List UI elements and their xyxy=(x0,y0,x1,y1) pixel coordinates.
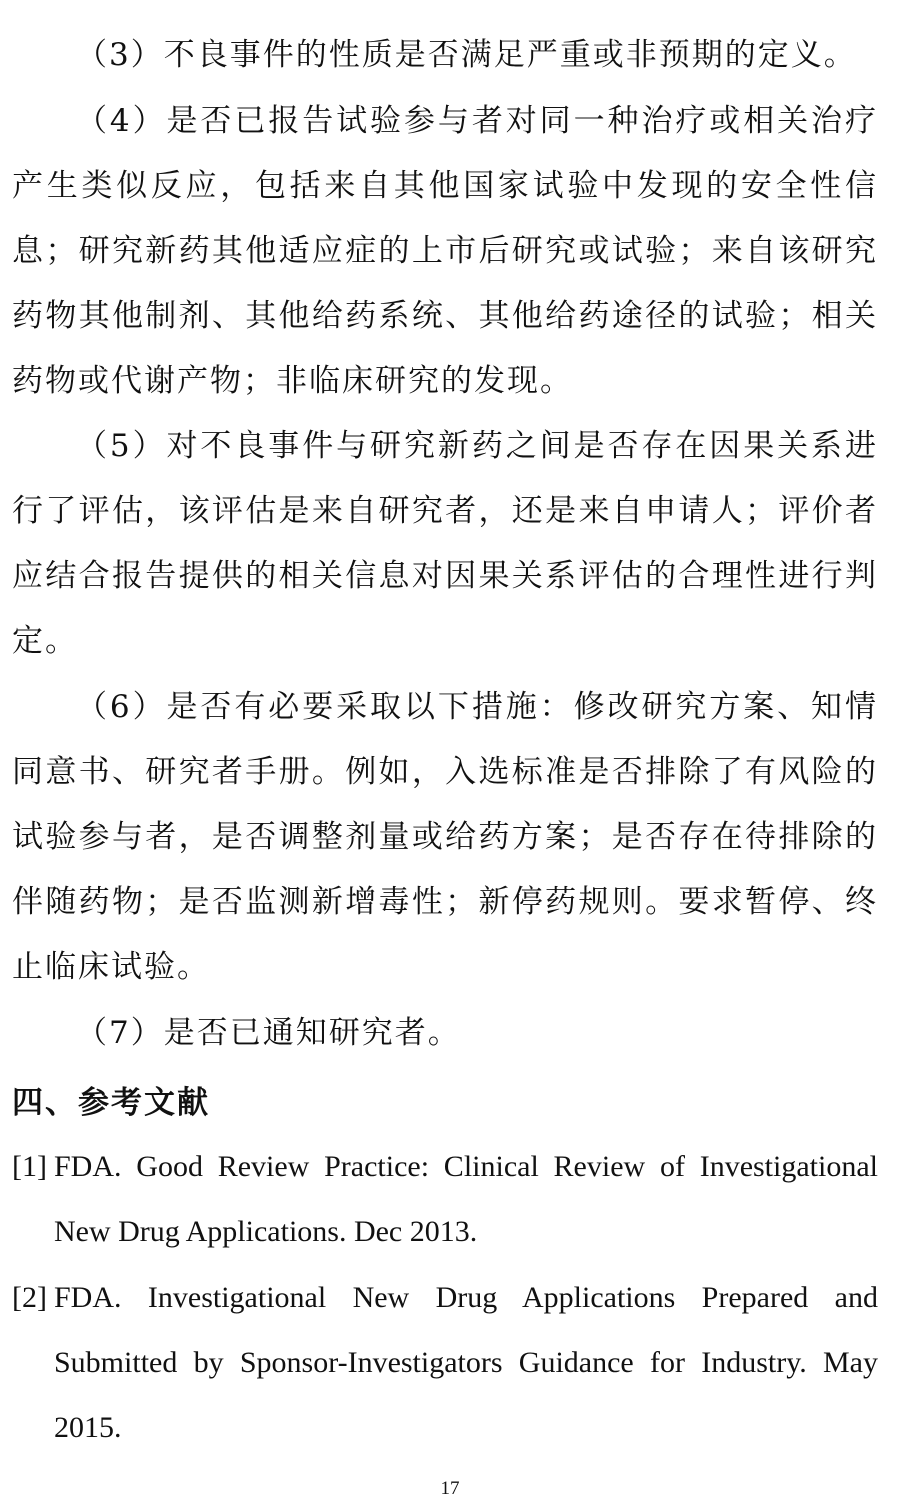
paragraph-item-7: （7）是否已通知研究者。 xyxy=(76,1015,461,1051)
reference-text: FDA. Investigational New Drug Applications Prepared and Submitted by Sponsor-Investigators Guidance for Industry. May 2015. xyxy=(54,1281,878,1444)
reference-item xyxy=(12,1265,878,1460)
paragraph-item-6: （6）是否有必要采取以下措施：修改研究方案、知情同意书、研究者手册。例如，入选标准是否排除了有风险的试验参与者，是否调整剂量或给药方案；是否存在待排除的伴随药物；是否监测新增毒性；新停药规则。要求暂停、终止临床试验。 xyxy=(12,689,878,985)
paragraph-item-3: （3）不良事件的性质是否满足严重或非预期的定义。 xyxy=(76,37,857,73)
reference-number: [2] xyxy=(12,1281,47,1314)
page-number: 17 xyxy=(440,1478,460,1499)
paragraph-item-5: （5）对不良事件与研究新药之间是否存在因果关系进行了评估，该评估是来自研究者，还是来自申请人；评价者应结合报告提供的相关信息对因果关系评估的合理性进行判定。 xyxy=(12,428,878,659)
reference-text: FDA. Good Review Practice: Clinical Review of Investigational New Drug Applications. Dec 2013. xyxy=(54,1150,878,1248)
section-heading: 四、参考文献 xyxy=(12,1085,210,1121)
reference-number: [1] xyxy=(12,1150,47,1183)
paragraph-item-4: （4）是否已报告试验参与者对同一种治疗或相关治疗产生类似反应，包括来自其他国家试验中发现的安全性信息；研究新药其他适应症的上市后研究或试验；来自该研究药物其他制剂、其他给药系统、其他给药途径的试验；相关药物或代谢产物；非临床研究的发现。 xyxy=(12,103,878,399)
reference-item xyxy=(12,1134,878,1264)
